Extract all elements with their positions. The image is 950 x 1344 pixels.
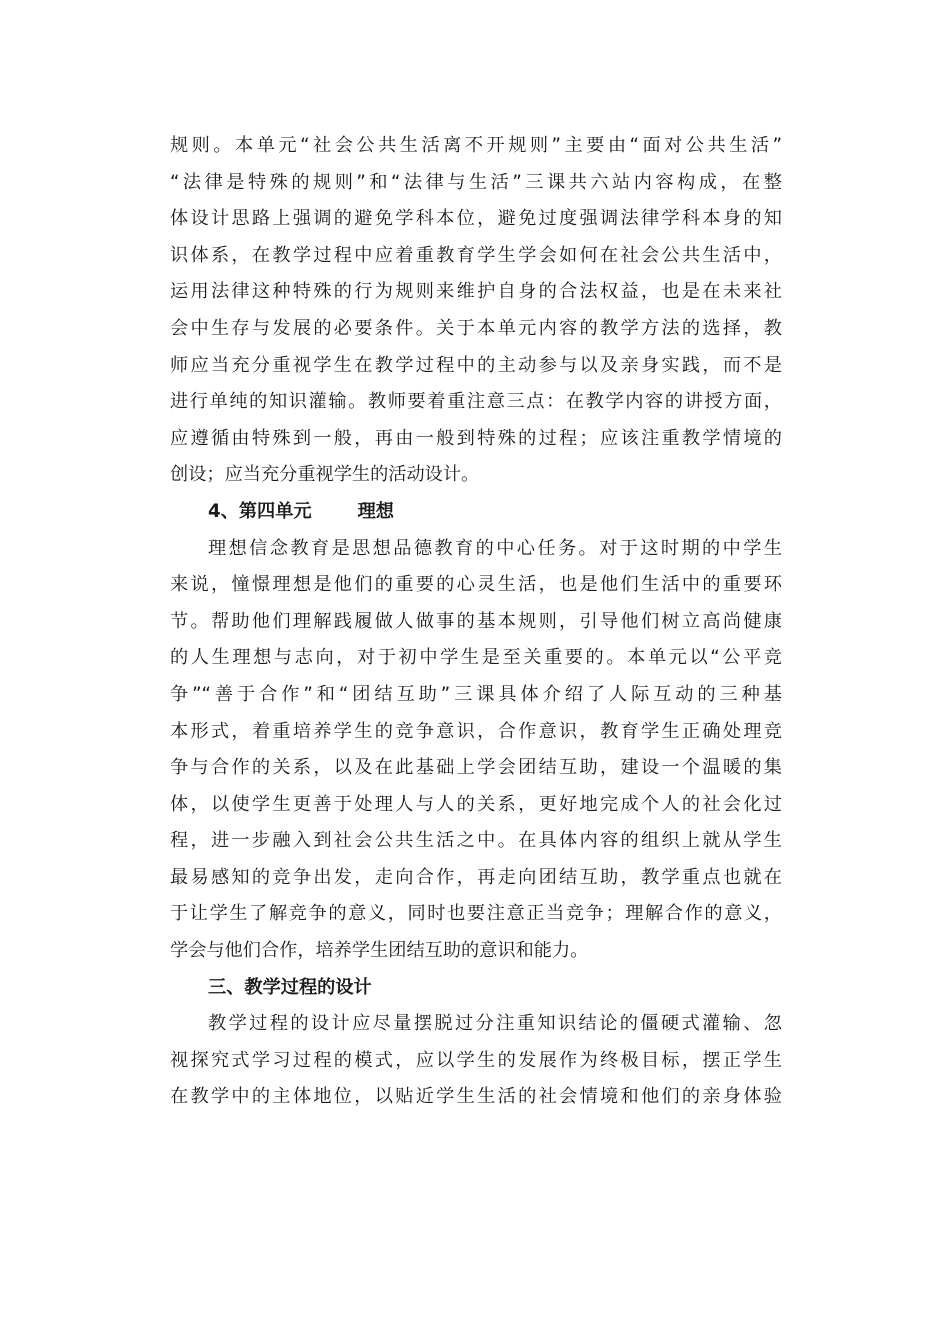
heading-title: 理想 [357, 500, 394, 522]
text-line: 视探究式学习过程的模式，应以学生的发展作为终极目标，摆正学生 [170, 1049, 782, 1071]
text-line: 创设；应当充分重视学生的活动设计。 [170, 464, 480, 486]
text-line: 运用法律这种特殊的行为规则来维护自身的合法权益，也是在未来社 [170, 281, 782, 303]
text-line: 节。帮助他们理解践履做人做事的基本规则，引导他们树立高尚健康 [170, 610, 782, 632]
text-line: 识体系，在教学过程中应着重教育学生学会如何在社会公共生活中， [170, 244, 782, 266]
text-line: 理想信念教育是思想品德教育的中心任务。对于这时期的中学生 [208, 537, 782, 559]
text-line: 进行单纯的知识灌输。教师要着重注意三点：在教学内容的讲授方面， [170, 391, 782, 413]
paragraph-unit4 [170, 531, 782, 970]
text-line: 应遵循由特殊到一般，再由一般到特殊的过程；应该注重教学情境的 [170, 427, 782, 449]
paragraph-unit3-continuation [170, 128, 782, 494]
text-line: 师应当充分重视学生在教学过程中的主动参与以及亲身实践，而不是 [170, 354, 782, 376]
text-line: 于让学生了解竞争的意义，同时也要注意正当竞争；理解合作的意义， [170, 903, 782, 925]
text-line: 学会与他们合作，培养学生团结互助的意识和能力。 [170, 940, 589, 962]
text-line: 规则。本单元“社会公共生活离不开规则”主要由“面对公共生活” [170, 135, 782, 156]
section-heading-unit4 [170, 494, 782, 531]
heading-number: 4、第四单元 [208, 500, 312, 522]
text-line: 争与合作的关系，以及在此基础上学会团结互助，建设一个温暖的集 [170, 757, 782, 779]
document-body [170, 128, 782, 1116]
text-line: 在教学中的主体地位，以贴近学生生活的社会情境和他们的亲身体验 [170, 1086, 782, 1108]
text-line: 体，以使学生更善于处理人与人的关系，更好地完成个人的社会化过 [170, 793, 782, 815]
text-line: 程，进一步融入到社会公共生活之中。在具体内容的组织上就从学生 [170, 830, 782, 852]
section-heading-teaching-process: 三、教学过程的设计 [208, 976, 372, 998]
text-line: 最易感知的竞争出发，走向合作，再走向团结互助，教学重点也就在 [170, 866, 782, 888]
text-line: 会中生存与发展的必要条件。关于本单元内容的教学方法的选择，教 [170, 317, 782, 339]
paragraph-teaching-process [170, 1006, 782, 1116]
text-line: 教学过程的设计应尽量摆脱过分注重知识结论的僵硬式灌输、忽 [208, 1013, 782, 1035]
text-line: 来说，憧憬理想是他们的重要的心灵生活，也是他们生活中的重要环 [170, 574, 782, 596]
text-line: 体设计思路上强调的避免学科本位，避免过度强调法律学科本身的知 [170, 208, 782, 230]
text-line: “法律是特殊的规则”和“法律与生活”三课共六站内容构成，在整 [170, 171, 782, 193]
text-line: 的人生理想与志向，对于初中学生是至关重要的。本单元以“公平竞 [170, 647, 782, 669]
text-line: 本形式，着重培养学生的竞争意识，合作意识，教育学生正确处理竞 [170, 720, 782, 742]
text-line: 争”“善于合作”和“团结互助”三课具体介绍了人际互动的三种基 [170, 683, 782, 705]
